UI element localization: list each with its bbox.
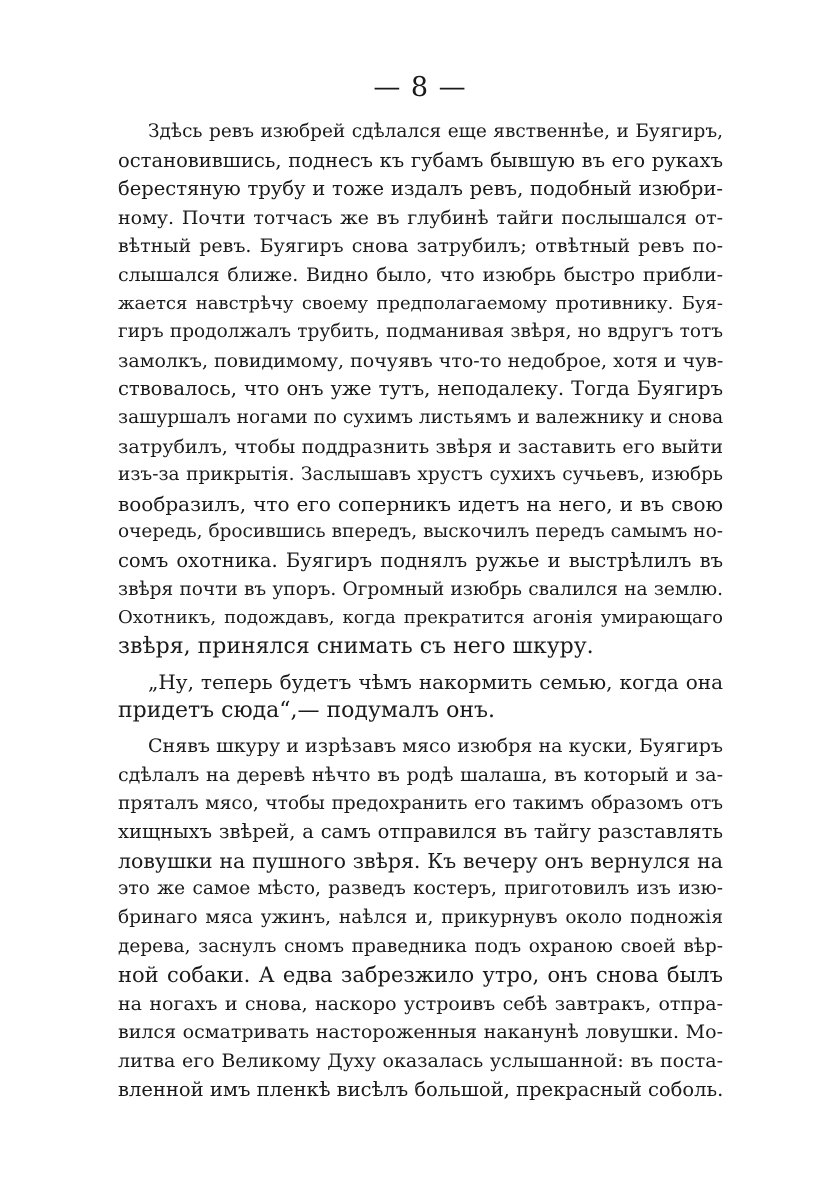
text-line: Охотникъ, подождавъ, когда прекратится агонія умирающаго xyxy=(118,607,723,629)
text-line: „Ну, теперь будетъ чѣмъ накормить семью, когда она xyxy=(148,670,723,695)
text-line: ному. Почти тотчасъ же въ глубинѣ тайги послышался от- xyxy=(118,206,723,229)
text-line: ловушки на пушного звѣря. Къ вечеру онъ вернулся на xyxy=(118,848,723,873)
text-line: слышался ближе. Видно было, что изюбрь быстро прибли- xyxy=(118,263,723,286)
body-text xyxy=(118,118,723,1104)
text-line: Снявъ шкуру и изрѣзавъ мясо изюбря на куски, Буягиръ xyxy=(148,735,723,758)
text-line: придетъ сюда“,— подумалъ онъ. xyxy=(118,697,495,723)
text-line: звѣря, принялся снимать съ него шкуру. xyxy=(118,633,594,659)
text-line: бринаго мяса ужинъ, наѣлся и, прикурнувъ около подножія xyxy=(118,907,723,929)
text-line: дерева, заснулъ сномъ праведника подъ охраною своей вѣр- xyxy=(118,935,723,957)
paragraph-gap xyxy=(118,661,723,668)
paragraph xyxy=(118,118,723,661)
text-line: зашуршалъ ногами по сухимъ листьямъ и валежнику и снова xyxy=(118,406,724,428)
text-line: изъ-за прикрытія. Заслышавъ хрустъ сухихъ сучьевъ, изюбрь xyxy=(118,464,723,486)
text-line: на ногахъ и снова, наскоро устроивъ себѣ завтракъ, отпра- xyxy=(118,992,723,1015)
text-line: остановившись, поднесъ къ губамъ бывшую въ его рукахъ xyxy=(118,148,723,172)
text-line: вѣтный ревъ. Буягиръ снова затрубилъ; отвѣтный ревъ по- xyxy=(118,235,723,258)
text-line: гиръ продолжалъ трубить, подманивая звѣря, но вдругъ тотъ xyxy=(118,321,723,343)
text-line: ствовалось, что онъ уже тутъ, неподалеку. Тогда Буягиръ xyxy=(118,377,723,401)
paragraph xyxy=(118,668,723,725)
text-line: пряталъ мясо, чтобы предохранить его такимъ образомъ отъ xyxy=(118,792,723,814)
paragraph-gap xyxy=(118,725,723,732)
page-number: — 8 — xyxy=(373,72,467,103)
text-line: ной собаки. А едва забрезжило утро, онъ снова былъ xyxy=(118,963,723,988)
text-line: звѣря почти въ упоръ. Огромный изюбрь свалился на землю. xyxy=(118,578,723,600)
text-line: вился осматривать настороженныя наканунѣ ловушки. Мо- xyxy=(118,1021,723,1044)
text-line: хищныхъ звѣрей, а самъ отправился въ тайгу разставлять xyxy=(118,820,723,844)
text-line: сдѣлалъ на деревѣ нѣчто въ родѣ шалаша, въ который и за- xyxy=(118,764,723,787)
text-line: это же самое мѣсто, разведъ костеръ, приготовилъ изъ изю- xyxy=(118,878,723,900)
text-line: литва его Великому Духу оказалась услышанной: въ поста- xyxy=(118,1050,723,1072)
text-line: жается навстрѣчу своему предполагаемому противнику. Буя- xyxy=(118,292,723,314)
text-line: вообразилъ, что его соперникъ идетъ на него, и въ свою xyxy=(118,491,723,516)
text-line: замолкъ, повидимому, почуявъ что-то недоброе, хотя и чув- xyxy=(118,349,724,372)
text-line: сомъ охотника. Буягиръ поднялъ ружье и выстрѣлилъ въ xyxy=(118,548,723,572)
text-line: берестяную трубу и тоже издалъ ревъ, подобный изюбри- xyxy=(118,177,723,201)
paragraph xyxy=(118,732,723,1104)
text-line: затрубилъ, чтобы поддразнить звѣря и заставить его выйти xyxy=(118,435,723,458)
text-line: вленной имъ пленкѣ висѣлъ большой, прекрасный соболь. xyxy=(118,1077,724,1101)
text-line: Здѣсь ревъ изюбрей сдѣлался еще явственнѣе, и Буягиръ, xyxy=(148,121,723,142)
text-line: очередь, бросившись впередъ, выскочилъ передъ самымъ но- xyxy=(118,521,723,543)
